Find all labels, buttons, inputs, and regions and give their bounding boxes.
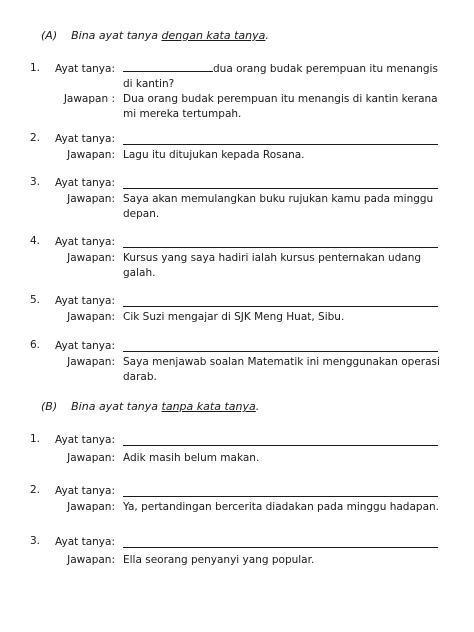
answer-blank[interactable] [123,547,438,548]
answer-blank[interactable] [123,188,438,189]
ayat-tanya-label: Ayat tanya: [55,133,115,145]
section-b-label: (B) [41,400,58,413]
answer-blank[interactable] [123,445,438,446]
jawapan-label: Jawapan: [67,193,115,205]
section-b-title [41,400,259,413]
section-b-title-suffix: . [255,400,260,413]
question-number: 1. [30,433,41,445]
section-b-title-prefix: Bina ayat tanya [71,400,162,413]
question-a1-text: dua orang budak perempuan itu menangis [213,63,438,75]
section-a-title-suffix: . [265,29,269,42]
answer-blank[interactable] [123,306,438,307]
question-number: 2. [30,484,41,496]
jawapan-label: Jawapan: [67,356,115,368]
jawapan-label: Jawapan : [63,93,115,105]
section-a-title [41,29,269,42]
answer-blank[interactable] [123,247,438,248]
answer-blank[interactable] [123,144,438,145]
ayat-tanya-label: Ayat tanya: [55,295,115,307]
ayat-tanya-label: Ayat tanya: [55,177,115,189]
answer-blank[interactable] [123,496,438,497]
answer-text: Saya akan memulangkan buku rujukan kamu pada minggu depan. [123,193,434,220]
answer-blank[interactable] [123,351,438,352]
answer-text: Dua orang budak perempuan itu menangis di kantin kerana mi mereka tertumpah. [123,93,438,120]
answer-text: Kursus yang saya hadiri ialah kursus penternakan udang galah. [123,252,422,279]
jawapan-label: Jawapan: [67,252,115,264]
answer-text: Cik Suzi mengajar di SJK Meng Huat, Sibu. [123,311,345,323]
ayat-tanya-label: Ayat tanya: [55,536,115,548]
answer-text: Saya menjawab soalan Matematik ini menggunakan operasi darab. [123,356,440,383]
ayat-tanya-label: Ayat tanya: [55,485,115,497]
question-number: 5. [30,294,41,306]
jawapan-label: Jawapan: [67,501,115,513]
question-number: 2. [30,132,41,144]
question-number: 1. [30,62,41,74]
jawapan-label: Jawapan: [67,554,115,566]
ayat-tanya-label: Ayat tanya: [55,63,115,75]
section-b-title-underline: tanpa kata tanya [161,400,256,413]
answer-text: Ella seorang penyanyi yang popular. [123,554,315,566]
question-a1-line2: di kantin? [123,78,175,90]
section-a-title-prefix: Bina ayat tanya [71,29,162,42]
ayat-tanya-label: Ayat tanya: [55,236,115,248]
answer-blank[interactable] [123,62,213,72]
question-number: 3. [30,176,41,188]
section-a-title-underline: dengan kata tanya [161,29,266,42]
question-a1-line1 [123,62,453,77]
jawapan-label: Jawapan: [67,311,115,323]
jawapan-label: Jawapan: [67,452,115,464]
question-number: 3. [30,535,41,547]
ayat-tanya-label: Ayat tanya: [55,340,115,352]
jawapan-label: Jawapan: [67,149,115,161]
answer-text: Adik masih belum makan. [123,452,260,464]
question-number: 4. [30,235,41,247]
answer-text: Ya, pertandingan bercerita diadakan pada minggu hadapan. [123,501,439,513]
section-a-label: (A) [41,29,58,42]
ayat-tanya-label: Ayat tanya: [55,434,115,446]
answer-text: Lagu itu ditujukan kepada Rosana. [123,149,305,161]
question-number: 6. [30,339,41,351]
